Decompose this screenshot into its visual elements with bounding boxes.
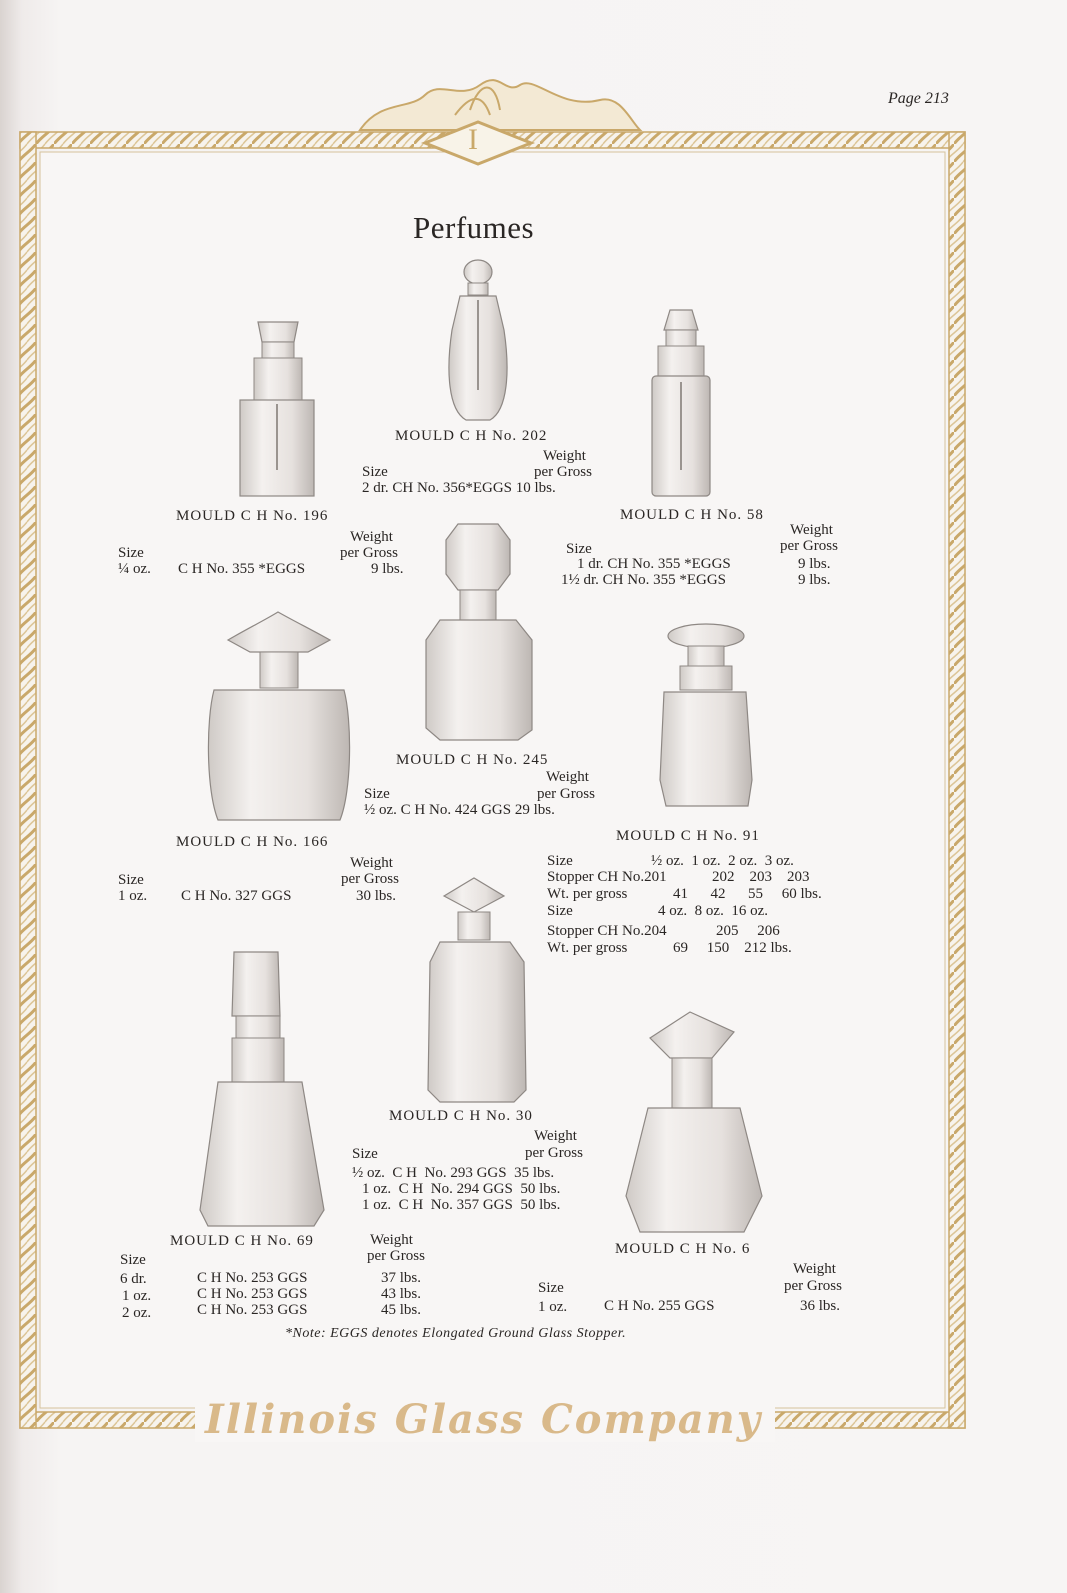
mould-69-row-1-size: 6 dr. [120, 1271, 147, 1287]
mould-6-size: 1 oz. [538, 1299, 568, 1315]
mould-91-caption: MOULD C H No. 91 [616, 828, 760, 844]
mould-6-weight-header-2: per Gross [784, 1278, 842, 1294]
mould-166-stopper: C H No. 327 GGS [181, 888, 292, 904]
mould-166-weight: 30 lbs. [356, 888, 397, 904]
mould-91-row-3-values: 41 42 55 60 lbs. [673, 886, 822, 902]
mould-91-row-2-label: Stopper CH No.201 [547, 869, 667, 885]
mould-69-row-3-size: 2 oz. [122, 1305, 152, 1321]
mould-69-row-2-size: 1 oz. [122, 1288, 152, 1304]
mould-91-row-2-values: 202 203 203 [712, 869, 810, 885]
mould-166-weight-header-2: per Gross [341, 871, 399, 887]
mould-202-weight-header: Weight [543, 448, 586, 464]
mould-245-size-header: Size [364, 786, 390, 802]
mould-245-caption: MOULD C H No. 245 [396, 752, 549, 768]
mould-196-size-header: Size [118, 545, 144, 561]
mould-202-size-header: Size [362, 464, 388, 480]
mould-91-row-3-label: Wt. per gross [547, 886, 628, 902]
mould-30-row-1: ½ oz. C H No. 293 GGS 35 lbs. [352, 1165, 555, 1181]
mould-91-row-4-values: 4 oz. 8 oz. 16 oz. [658, 903, 768, 919]
mould-69-caption: MOULD C H No. 69 [170, 1233, 314, 1249]
mould-202-caption: MOULD C H No. 202 [395, 428, 548, 444]
page-number: Page 213 [888, 90, 949, 107]
mould-91-row-6-values: 69 150 212 lbs. [673, 940, 792, 956]
mould-202-weight-header-2: per Gross [534, 464, 592, 480]
mould-6-weight-header: Weight [793, 1261, 836, 1277]
mould-30-caption: MOULD C H No. 30 [389, 1108, 533, 1124]
mould-91-row-5-values: 205 206 [716, 923, 780, 939]
mould-6-caption: MOULD C H No. 6 [615, 1241, 751, 1257]
mould-196-weight-header-2: per Gross [340, 545, 398, 561]
mould-69-row-1-stopper: C H No. 253 GGS [197, 1270, 308, 1286]
mould-58-row-2-weight: 9 lbs. [798, 572, 831, 588]
mould-91-row-1-label: Size [547, 853, 573, 869]
mould-69-weight-header: Weight [370, 1232, 413, 1248]
mould-30-row-2: 1 oz. C H No. 294 GGS 50 lbs. [362, 1181, 561, 1197]
monogram: I [468, 123, 478, 156]
mould-166-size: 1 oz. [118, 888, 148, 904]
mould-69-weight-header-2: per Gross [367, 1248, 425, 1264]
mould-58-weight-header: Weight [790, 522, 833, 538]
page-title: Perfumes [413, 210, 535, 245]
mould-6-stopper: C H No. 255 GGS [604, 1298, 715, 1314]
mould-6-size-header: Size [538, 1280, 564, 1296]
mould-196-weight: 9 lbs. [371, 561, 404, 577]
mould-166-size-header: Size [118, 872, 144, 888]
mould-202-row: 2 dr. CH No. 356*EGGS 10 lbs. [362, 480, 556, 496]
mould-30-size-header: Size [352, 1146, 378, 1162]
mould-69-row-3-stopper: C H No. 253 GGS [197, 1302, 308, 1318]
mould-58-row-1: 1 dr. CH No. 355 *EGGS [577, 556, 731, 572]
mould-30-weight-header: Weight [534, 1128, 577, 1144]
mould-58-row-1-weight: 9 lbs. [798, 556, 831, 572]
mould-58-weight-header-2: per Gross [780, 538, 838, 554]
mould-69-row-2-weight: 43 lbs. [381, 1286, 422, 1302]
mould-166-weight-header: Weight [350, 855, 393, 871]
mould-196-weight-header: Weight [350, 529, 393, 545]
mould-30-row-3: 1 oz. C H No. 357 GGS 50 lbs. [362, 1197, 561, 1213]
mould-69-row-2-stopper: C H No. 253 GGS [197, 1286, 308, 1302]
mould-91-row-1-values: ½ oz. 1 oz. 2 oz. 3 oz. [651, 853, 794, 869]
mould-245-weight-header-2: per Gross [537, 786, 595, 802]
mould-69-row-1-weight: 37 lbs. [381, 1270, 422, 1286]
mould-91-row-4-label: Size [547, 903, 573, 919]
mould-196-size: ¼ oz. [118, 561, 151, 577]
mould-30-weight-header-2: per Gross [525, 1145, 583, 1161]
mould-196-stopper: C H No. 355 *EGGS [178, 561, 306, 577]
mould-58-size-header: Size [566, 541, 592, 557]
mould-6-weight: 36 lbs. [800, 1298, 841, 1314]
mould-91-row-5-label: Stopper CH No.204 [547, 923, 667, 939]
mould-245-row: ½ oz. C H No. 424 GGS 29 lbs. [364, 802, 555, 818]
mould-58-caption: MOULD C H No. 58 [620, 507, 764, 523]
company-name: Illinois Glass Company [205, 1396, 762, 1443]
mould-166-caption: MOULD C H No. 166 [176, 834, 329, 850]
mould-196-caption: MOULD C H No. 196 [176, 508, 329, 524]
mould-245-weight-header: Weight [546, 769, 589, 785]
mould-69-row-3-weight: 45 lbs. [381, 1302, 422, 1318]
mould-91-row-6-label: Wt. per gross [547, 940, 628, 956]
mould-69-size-header: Size [120, 1252, 146, 1268]
mould-58-row-2: 1½ dr. CH No. 355 *EGGS [561, 572, 727, 588]
footnote: *Note: EGGS denotes Elongated Ground Glass Stopper. [285, 1326, 627, 1341]
